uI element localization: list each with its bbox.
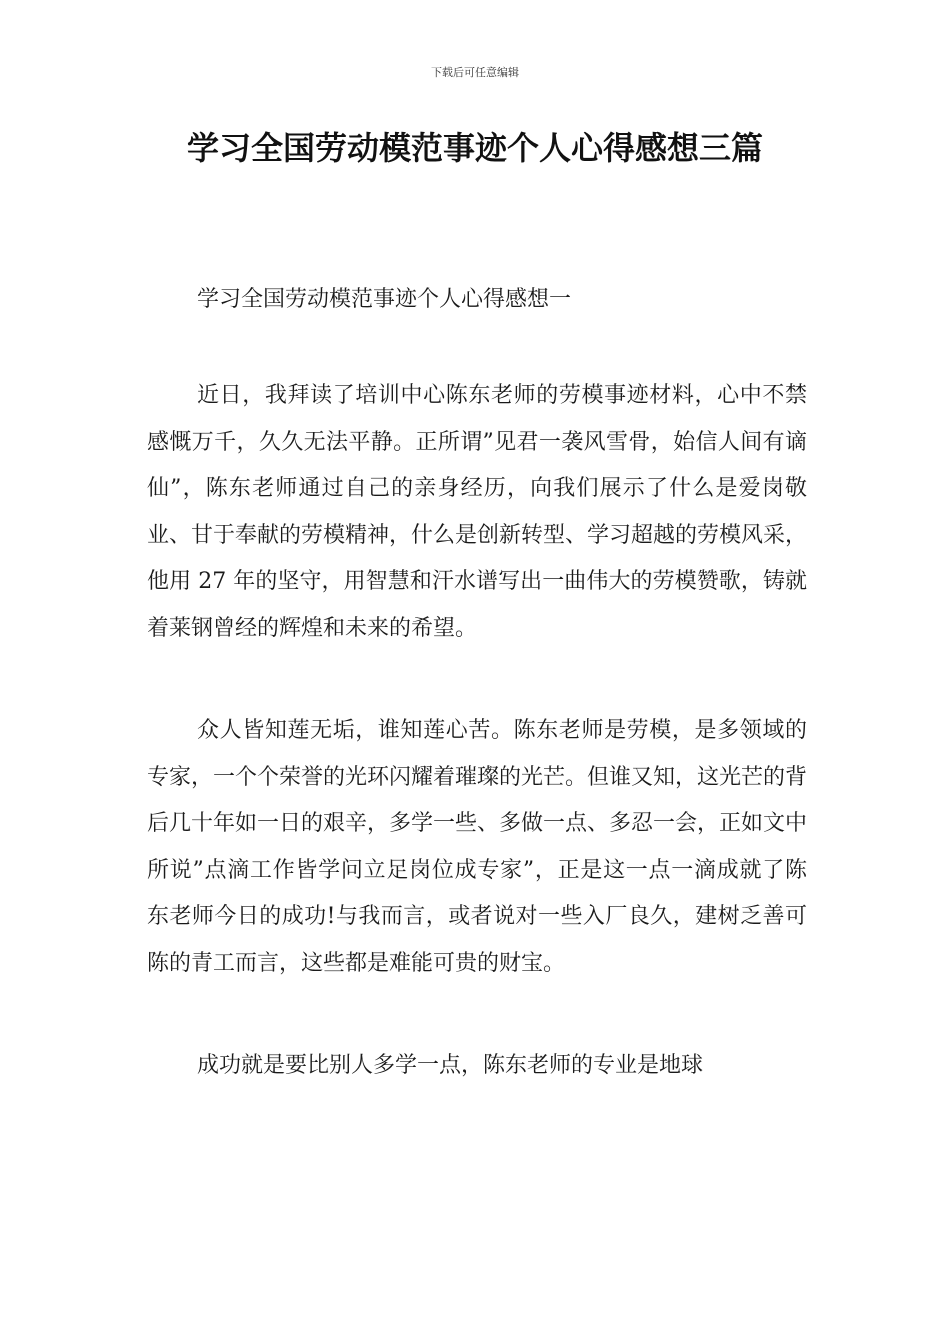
- section-heading: 学习全国劳动模范事迹个人心得感想一: [197, 287, 572, 312]
- paragraph-3: 成功就是要比别人多学一点，陈东老师的专业是地球: [197, 1053, 704, 1078]
- paragraph-2: 众人皆知莲无垢，谁知莲心苦。陈东老师是劳模，是多领域的专家，一个个荣誉的光环闪耀着璀璨的光芒。但谁又知，这光芒的背后几十年如一日的艰辛，多学一些、多做一点、多忍一会，正如文中所说”点滴工作皆学问立足岗位成专家”，正是这一点一滴成就了陈东老师今日的成功!与我而言，或者说对一些入厂良久，建树乏善可陈的青工而言，这些都是难能可贵的财宝。: [147, 718, 808, 976]
- paragraph-1: 近日，我拜读了培训中心陈东老师的劳模事迹材料，心中不禁感慨万千，久久无法平静。正所谓”见君一袭风雪骨，始信人间有谪仙”，陈东老师通过自己的亲身经历，向我们展示了什么是爱岗敬业、甘于奉献的劳模精神，什么是创新转型、学习超越的劳模风采，他用 27 年的坚守，用智慧和汗水谱写出一曲伟大的劳模赞歌，铸就着莱钢曾经的辉煌和未来的希望。: [147, 383, 808, 641]
- document-title: 学习全国劳动模范事迹个人心得感想三篇: [186, 129, 763, 167]
- page-header-note: 下载后可任意编辑: [431, 66, 519, 79]
- document-body: [147, 280, 807, 1146]
